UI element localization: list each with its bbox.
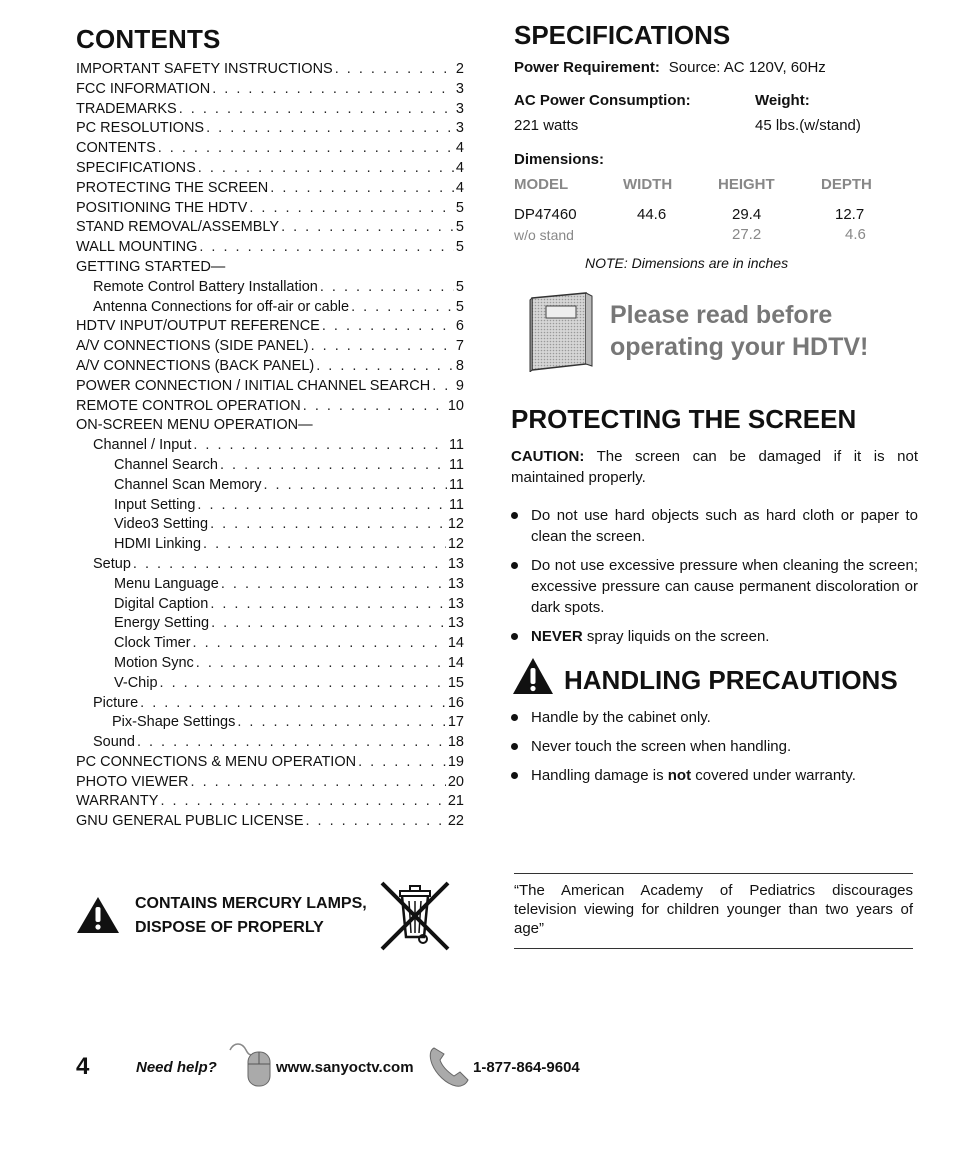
toc-entry-title: SPECIFICATIONS [76, 159, 196, 176]
toc-leader-dots [322, 318, 454, 334]
warning-triangle-icon [511, 656, 555, 696]
weight-label: Weight: [755, 92, 810, 109]
dimensions-label: Dimensions: [514, 151, 605, 168]
toc-entry [76, 457, 464, 477]
toc-entry-title: TRADEMARKS [76, 100, 177, 117]
toc-entry [76, 279, 464, 299]
toc-entry-page: 4 [455, 159, 464, 176]
toc-entry-page: 5 [455, 239, 464, 256]
power-requirement [514, 59, 826, 77]
toc-entry [76, 259, 464, 279]
toc-entry-title: Channel Scan Memory [114, 476, 262, 493]
toc-entry-page: 3 [455, 120, 464, 137]
toc-leader-dots [198, 160, 454, 176]
handling-section [511, 656, 921, 786]
not-bold: not [667, 767, 692, 784]
width-value: 44.6 [637, 206, 667, 223]
height-value: 29.4 [732, 206, 762, 223]
toc-leader-dots [179, 101, 454, 117]
wo-depth-value: 4.6 [845, 226, 866, 243]
toc-entry [76, 556, 464, 576]
book-icon [528, 292, 594, 377]
toc-leader-dots [137, 734, 446, 750]
pediatrics-quote: “The American Academy of Pediatrics discourages television viewing for children younger than two years of age” [514, 873, 913, 949]
col-width: WIDTH [623, 176, 673, 193]
toc-entry-page: 16 [447, 694, 464, 711]
handling-bullet-1: Handle by the cabinet only. [511, 707, 921, 728]
toc-entry-page: 6 [455, 318, 464, 335]
toc-entry [76, 635, 464, 655]
never-bold: NEVER [531, 628, 583, 645]
toc-entry [76, 318, 464, 338]
toc-entry-title: IMPORTANT SAFETY INSTRUCTIONS [76, 61, 333, 77]
toc-entry-page: 5 [455, 199, 464, 216]
note-prefix: NOTE [585, 255, 624, 271]
toc-entry-page: 2 [455, 61, 464, 77]
caution-paragraph [511, 446, 918, 488]
caution-label: CAUTION: [511, 448, 585, 465]
toc-entry [76, 200, 464, 220]
toc-entry-page: 12 [447, 516, 464, 533]
crossed-out-bin-icon [378, 879, 452, 958]
toc-entry-page: 11 [448, 496, 464, 513]
toc-leader-dots [199, 239, 454, 255]
toc-entry [76, 219, 464, 239]
toc-leader-dots [281, 219, 454, 235]
toc-entry-title: Channel Search [114, 456, 218, 473]
toc-entry [76, 695, 464, 715]
toc-entry-title: FCC INFORMATION [76, 80, 211, 97]
toc-list [76, 61, 464, 833]
toc-leader-dots [306, 813, 446, 829]
toc-entry-title: HDTV INPUT/OUTPUT REFERENCE [76, 318, 320, 335]
toc-entry-title: GNU GENERAL PUBLIC LICENSE [76, 813, 304, 830]
toc-entry-page: 11 [448, 456, 464, 473]
toc-entry-page: 22 [447, 813, 464, 830]
toc-entry-title: Video3 Setting [114, 516, 209, 533]
toc-entry-page: 3 [455, 80, 464, 97]
dimensions-note [585, 255, 788, 271]
toc-entry [76, 338, 464, 358]
toc-entry-page: 8 [455, 357, 464, 374]
toc-entry-page: 5 [455, 219, 464, 236]
toc-leader-dots [316, 358, 454, 374]
toc-entry-title: Clock Timer [114, 635, 191, 652]
toc-entry-page: 13 [447, 575, 464, 592]
toc-leader-dots [212, 81, 454, 97]
toc-entry-page: 17 [447, 714, 464, 731]
toc-leader-dots [249, 200, 454, 216]
col-model: MODEL [514, 176, 569, 193]
toc-entry-page: 5 [455, 298, 464, 315]
toc-leader-dots [270, 180, 454, 196]
handling-bullet-2: Never touch the screen when handling. [511, 736, 921, 757]
power-value: Source: AC 120V, 60Hz [668, 59, 826, 76]
protect-bullet-1: Do not use hard objects such as hard cloth or paper to clean the screen. [511, 505, 918, 547]
toc-entry-title: POWER CONNECTION / INITIAL CHANNEL SEARCH [76, 377, 431, 394]
toc-leader-dots [432, 378, 454, 394]
toc-entry-page: 10 [447, 397, 464, 414]
toc-entry [76, 398, 464, 418]
bullet3-text: spray liquids on the screen. [582, 628, 770, 645]
toc-entry [76, 516, 464, 536]
toc-leader-dots [311, 338, 454, 354]
toc-leader-dots [206, 120, 454, 136]
toc-entry-page: 14 [447, 635, 464, 652]
toc-entry-title: Remote Control Battery Installation [93, 278, 318, 295]
toc-entry-page: 5 [455, 278, 464, 295]
toc-leader-dots [196, 655, 446, 671]
toc-entry [76, 655, 464, 675]
contents-title: CONTENTS [76, 24, 221, 54]
toc-entry-page: 15 [447, 674, 464, 691]
toc-entry-title: REMOTE CONTROL OPERATION [76, 397, 301, 414]
contents-section [76, 24, 464, 833]
toc-leader-dots [264, 477, 447, 493]
toc-entry-page: 4 [455, 140, 464, 157]
toc-entry-title: PHOTO VIEWER [76, 773, 189, 790]
toc-entry [76, 120, 464, 140]
toc-entry [76, 358, 464, 378]
toc-entry-title: Pix-Shape Settings [112, 714, 236, 731]
toc-entry [76, 813, 464, 833]
toc-entry-title: Setup [93, 555, 131, 572]
toc-leader-dots [191, 774, 446, 790]
toc-entry-title: A/V CONNECTIONS (BACK PANEL) [76, 357, 315, 374]
toc-entry-title: PROTECTING THE SCREEN [76, 179, 269, 196]
specifications-title: SPECIFICATIONS [514, 20, 731, 50]
please-read-notice [610, 299, 868, 363]
protecting-section [511, 404, 918, 647]
toc-entry-title: Motion Sync [114, 654, 194, 671]
toc-entry-title: POSITIONING THE HDTV [76, 199, 248, 216]
mercury-line2: DISPOSE OF PROPERLY [135, 919, 324, 936]
specifications-section [514, 20, 894, 271]
toc-entry-page: 13 [447, 615, 464, 632]
model-value: DP47460 [514, 206, 577, 223]
toc-entry [76, 536, 464, 556]
col-height: HEIGHT [718, 176, 775, 193]
toc-entry [76, 239, 464, 259]
toc-leader-dots [193, 437, 447, 453]
toc-entry [76, 576, 464, 596]
handling-b3-pre: Handling damage is [531, 767, 668, 784]
protect-bullet-3 [511, 626, 918, 647]
toc-entry-page: 9 [455, 377, 464, 394]
toc-leader-dots [358, 754, 446, 770]
toc-entry [76, 675, 464, 695]
toc-entry-page: 4 [455, 179, 464, 196]
toc-entry [76, 61, 464, 81]
toc-leader-dots [221, 576, 446, 592]
toc-entry-title: HDMI Linking [114, 536, 202, 553]
toc-entry [76, 774, 464, 794]
handling-title: HANDLING PRECAUTIONS [564, 665, 898, 695]
toc-entry-title: WARRANTY [76, 793, 159, 810]
toc-entry [76, 497, 464, 517]
toc-leader-dots [160, 793, 445, 809]
toc-entry [76, 140, 464, 160]
handling-b3-post: covered under warranty. [691, 767, 856, 784]
toc-entry-page: 7 [455, 338, 464, 355]
toc-leader-dots [197, 497, 447, 513]
wo-stand-label: w/o stand [514, 227, 574, 243]
toc-entry [76, 596, 464, 616]
toc-entry-page: 20 [447, 773, 464, 790]
page-number: 4 [76, 1053, 90, 1080]
caution-text: The screen can be damaged if it is not maintained properly. [511, 448, 918, 486]
toc-entry-page: 3 [455, 100, 464, 117]
toc-entry-title: Digital Caption [114, 595, 209, 612]
protect-bullet-2: Do not use excessive pressure when cleaning the screen; excessive pressure can cause permanent discoloration or dark spots. [511, 555, 918, 618]
toc-entry-page: 11 [448, 476, 464, 493]
toc-leader-dots [160, 675, 446, 691]
warning-triangle-icon [76, 896, 120, 939]
toc-entry-title: Antenna Connections for off-air or cable [93, 298, 350, 315]
toc-leader-dots [335, 61, 454, 77]
mercury-notice [135, 892, 367, 940]
toc-leader-dots [158, 140, 454, 156]
toc-leader-dots [351, 299, 454, 315]
toc-entry-page: 13 [447, 595, 464, 612]
toc-entry [76, 417, 464, 437]
toc-entry-title: STAND REMOVAL/ASSEMBLY [76, 219, 280, 236]
note-text: : Dimensions are in inches [623, 255, 789, 271]
mercury-line1: CONTAINS MERCURY LAMPS, [135, 895, 367, 912]
toc-entry-title: Menu Language [114, 575, 219, 592]
weight-value: 45 lbs.(w/stand) [755, 117, 861, 134]
toc-entry-title: A/V CONNECTIONS (SIDE PANEL) [76, 338, 309, 355]
toc-entry [76, 793, 464, 813]
toc-entry [76, 754, 464, 774]
toc-leader-dots [133, 556, 446, 572]
toc-entry-title: PC CONNECTIONS & MENU OPERATION [76, 753, 357, 770]
toc-leader-dots [211, 615, 446, 631]
toc-entry [76, 101, 464, 121]
website-link[interactable]: www.sanyoctv.com [276, 1059, 414, 1076]
toc-leader-dots [303, 398, 446, 414]
toc-entry-page: 18 [447, 734, 464, 751]
wo-height-value: 27.2 [732, 226, 762, 243]
toc-leader-dots [210, 516, 446, 532]
toc-entry-title: Input Setting [114, 496, 196, 513]
toc-entry-title: CONTENTS [76, 140, 156, 157]
toc-entry [76, 714, 464, 734]
power-label: Power Requirement: [514, 59, 660, 76]
computer-mouse-icon [228, 1040, 272, 1093]
toc-leader-dots [220, 457, 447, 473]
col-depth: DEPTH [821, 176, 872, 193]
phone-number: 1-877-864-9604 [473, 1059, 580, 1076]
toc-entry-page: 11 [448, 437, 464, 454]
protecting-title: PROTECTING THE SCREEN [511, 404, 857, 434]
toc-leader-dots [320, 279, 454, 295]
please-line2: operating your HDTV! [610, 333, 869, 361]
toc-leader-dots [203, 536, 446, 552]
toc-entry-title: Sound [93, 734, 135, 751]
toc-entry-page: 19 [447, 753, 464, 770]
please-line1: Please read before [610, 301, 833, 329]
toc-entry [76, 477, 464, 497]
toc-entry-title: WALL MOUNTING [76, 239, 198, 256]
depth-value: 12.7 [835, 206, 865, 223]
toc-leader-dots [140, 695, 446, 711]
toc-entry [76, 378, 464, 398]
toc-entry [76, 437, 464, 457]
toc-leader-dots [193, 635, 446, 651]
toc-entry-title: GETTING STARTED— [76, 258, 226, 275]
toc-entry-page: 12 [447, 536, 464, 553]
toc-entry [76, 160, 464, 180]
toc-leader-dots [210, 596, 446, 612]
toc-entry-title: V-Chip [114, 674, 158, 691]
toc-leader-dots [237, 714, 446, 730]
toc-entry-title: ON-SCREEN MENU OPERATION— [76, 417, 313, 434]
toc-entry [76, 299, 464, 319]
toc-entry-title: Energy Setting [114, 615, 210, 632]
toc-entry [76, 180, 464, 200]
toc-entry-title: Picture [93, 694, 139, 711]
handling-bullet-3 [511, 765, 921, 786]
ac-power-value: 221 watts [514, 117, 579, 134]
toc-entry [76, 734, 464, 754]
telephone-icon [428, 1044, 470, 1093]
toc-entry-page: 14 [447, 654, 464, 671]
toc-entry-title: PC RESOLUTIONS [76, 120, 205, 137]
ac-power-label: AC Power Consumption: [514, 92, 691, 109]
toc-entry-page: 13 [447, 555, 464, 572]
toc-entry [76, 81, 464, 101]
toc-entry-page: 21 [447, 793, 464, 810]
toc-entry-title: Channel / Input [93, 437, 192, 454]
need-help-label: Need help? [136, 1059, 217, 1076]
toc-entry [76, 615, 464, 635]
